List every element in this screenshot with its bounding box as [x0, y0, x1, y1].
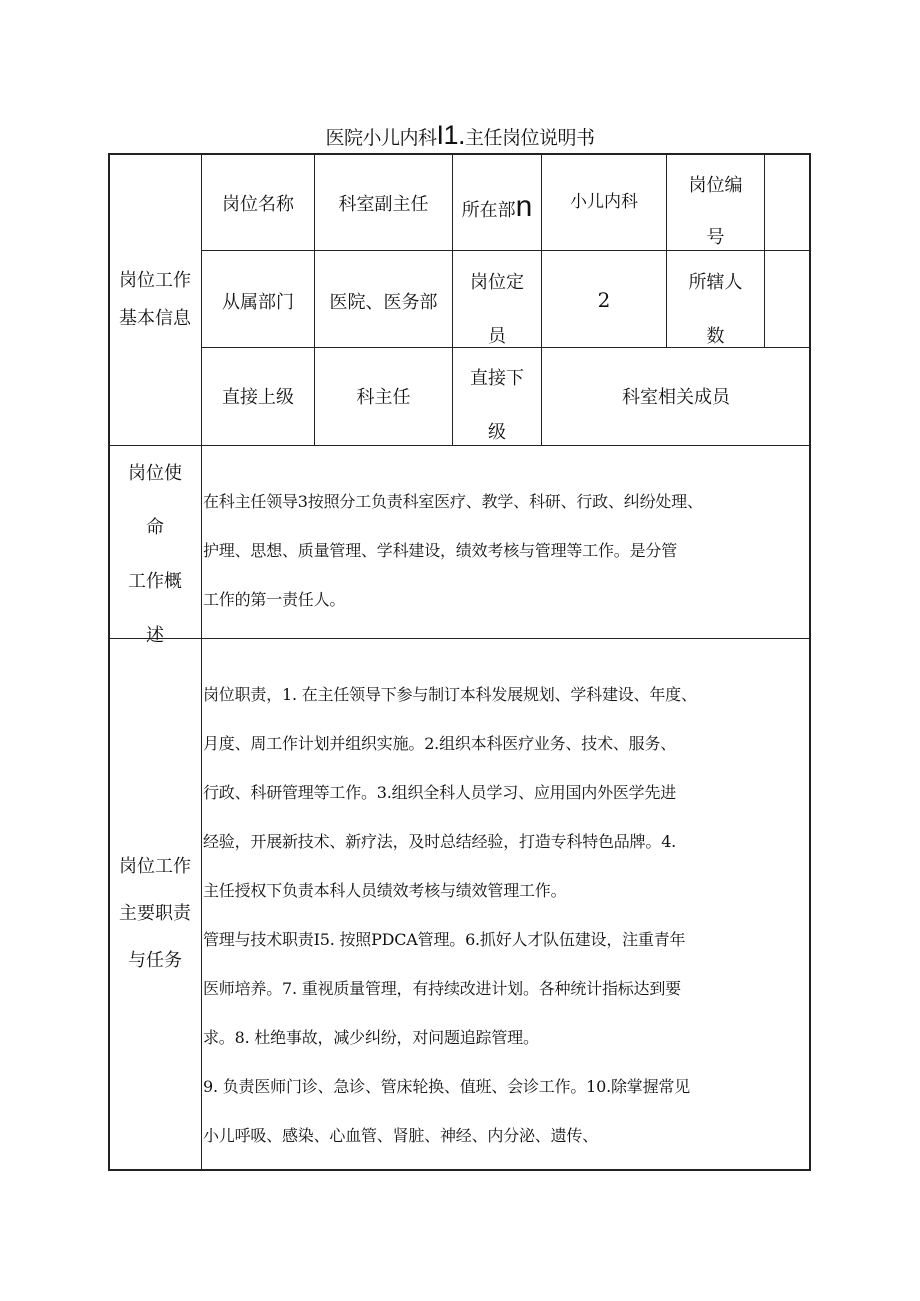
duties-text-line: 主任授权下负责本科人员绩效考核与绩效管理工作。 [203, 881, 567, 900]
mission-label-line: 述 [146, 625, 164, 646]
mission-text-line: 护理、思想、质量管理、学科建设，绩效考核与管理等工作。是分管 [203, 541, 678, 560]
document-title [0, 120, 920, 151]
post-quota-label-line2: 员 [488, 326, 506, 347]
duties-text-line: 小儿呼吸、感染、心血管、肾脏、神经、内分泌、遗传、 [203, 1126, 599, 1145]
title-number: I1. [436, 120, 466, 150]
duties-text-line: 月度、周工作计划并组织实施。2.组织本科医疗业务、技术、服务、 [203, 734, 677, 753]
post-quota-label [453, 256, 541, 364]
post-quota-value: 2 [597, 288, 611, 312]
mission-label-line: 工作概 [128, 571, 182, 592]
dept-label-text: 所在部 [461, 200, 516, 221]
basic-info-label-line1: 岗位工作 [119, 270, 191, 291]
duties-label-line: 主要职责 [119, 903, 191, 924]
post-number-label-line2: 号 [706, 227, 725, 248]
duties-section-label [109, 843, 201, 984]
mission-text-line: 工作的第一责任人。 [203, 590, 346, 609]
post-quota-label-line1: 岗位定 [470, 272, 524, 293]
duties-label-line: 岗位工作 [119, 856, 191, 877]
post-number-label [667, 160, 764, 264]
direct-subordinate-label [453, 352, 541, 460]
basic-info-label-line2: 基本信息 [119, 308, 191, 329]
direct-subordinate-label-line2: 级 [488, 422, 506, 443]
title-prefix: 医院小儿内科 [325, 127, 437, 149]
duties-text-line: 经验，开展新技术、新疗法，及时总结经验，打造专科特色品牌。4. [203, 832, 677, 851]
headcount-label [667, 256, 764, 364]
direct-superior-label: 直接上级 [222, 387, 294, 408]
affiliated-dept-label: 从属部门 [222, 292, 294, 313]
mission-section-label [109, 447, 201, 663]
mission-label-line: 命 [146, 517, 164, 538]
direct-subordinate-label-line1: 直接下 [470, 368, 524, 389]
duties-text-line: 行政、科研管理等工作。3.组织全科人员学习、应用国内外医学先进 [203, 783, 677, 802]
mission-text [203, 477, 813, 624]
duties-label-line: 与任务 [128, 950, 182, 971]
headcount-label-line1: 所辖人 [688, 272, 743, 293]
duties-text-line: 医师培养。7. 重视质量管理，有持续改进计划。各种统计指标达到要 [203, 979, 681, 998]
post-name-value: 科室副主任 [338, 194, 429, 215]
dept-value: 小儿内科 [570, 192, 638, 212]
dept-label [453, 180, 541, 238]
mission-text-line: 在科主任领导3按照分工负责科室医疗、教学、科研、行政、纠纷处理、 [203, 492, 703, 511]
duties-text-line: 岗位职责，1. 在主任领导下参与制订本科发展规划、学科建设、年度、 [203, 685, 697, 704]
duties-text-line: 求。8. 杜绝事故，减少纠纷，对问题追踪管理。 [203, 1028, 539, 1047]
title-suffix: 主任岗位说明书 [465, 127, 595, 149]
affiliated-dept-value: 医院、医务部 [329, 292, 438, 313]
headcount-label-line2: 数 [706, 326, 725, 347]
direct-superior-value: 科主任 [356, 387, 411, 408]
post-number-label-line1: 岗位编 [688, 175, 743, 196]
duties-text [203, 670, 813, 1160]
direct-subordinate-value: 科室相关成员 [622, 387, 730, 408]
duties-text-line: 管理与技术职责I5. 按照PDCA管理。6.抓好人才队伍建设，注重青年 [203, 930, 686, 949]
basic-info-section-label [109, 262, 201, 338]
duties-text-line: 9. 负责医师门诊、急诊、管床轮换、值班、会诊工作。10.除掌握常见 [203, 1077, 690, 1096]
dept-label-glyph: n [515, 190, 533, 223]
post-name-label: 岗位名称 [222, 194, 294, 215]
mission-label-line: 岗位使 [128, 463, 182, 484]
